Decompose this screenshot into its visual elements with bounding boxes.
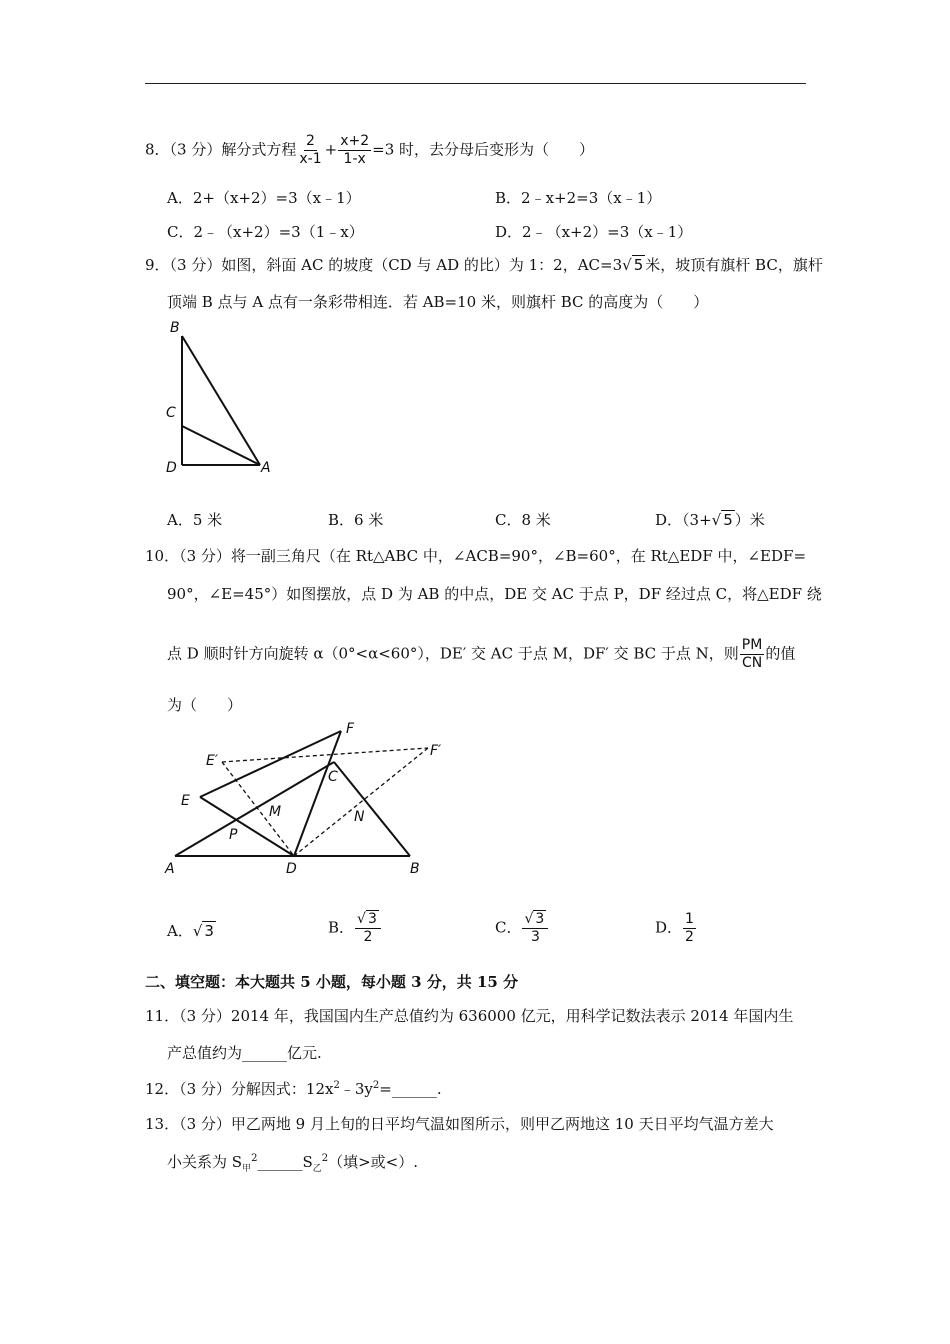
label-d: D: [286, 861, 297, 877]
question-9-stem-line1: [145, 254, 823, 275]
option-text: D．（3+: [655, 511, 712, 529]
subscript: 甲: [242, 1164, 252, 1174]
numerator: [355, 911, 381, 929]
question-9-stem-line2: 顶端 B 点与 A 点有一条彩带相连．若 AB=10 米，则旗杆 BC 的高度为（ ）: [167, 293, 709, 311]
option-text: ）米: [734, 511, 765, 529]
sqrt: √ 3: [192, 922, 214, 940]
option-letter: C．: [495, 918, 522, 937]
label-e: E: [181, 793, 190, 809]
denominator: 2: [685, 929, 694, 945]
question-13-stem-line1: [145, 1113, 774, 1134]
points: （3 分）: [179, 1007, 231, 1025]
exponent: 2: [321, 1153, 329, 1164]
segment-e1f1: [222, 748, 428, 762]
numerator: [522, 911, 548, 929]
q9-option-b: B．6 米: [328, 511, 384, 529]
label-a: A: [261, 460, 271, 476]
question-number: 9．: [145, 256, 170, 274]
subscript: 乙: [312, 1164, 322, 1174]
option-letter: A．: [167, 922, 193, 940]
numerator: 2: [306, 133, 315, 149]
label-c: C: [328, 769, 338, 785]
question-number: 8．: [145, 140, 170, 159]
q8-option-b: B．2﹣x+2=3（x﹣1）: [495, 189, 662, 207]
label-e-prime: E′: [206, 753, 219, 769]
stem-text: =3 时，去分母后变形为（ ）: [372, 140, 595, 159]
stem-text: 分解因式：12x: [230, 1080, 334, 1098]
fraction: [522, 911, 548, 946]
q8-option-c: C．2﹣（x+2）=3（1﹣x）: [167, 223, 364, 241]
q9-figure: [160, 318, 290, 480]
stem-text: 甲乙两地 9 月上旬的日平均气温如图所示，则甲乙两地这 10 天日平均气温方差大: [230, 1115, 774, 1133]
fraction: [338, 133, 371, 168]
points: （3 分）: [169, 140, 222, 159]
stem-text: 如图，斜面 AC 的坡度（CD 与 AD 的比）为 1：2，AC=3: [221, 256, 623, 274]
label-a: A: [165, 861, 175, 877]
sqrt: √ 5: [711, 511, 733, 529]
fraction: [297, 133, 323, 168]
segment-ac: [175, 762, 334, 856]
radicand: 3: [204, 922, 214, 940]
question-13-stem-line2: [167, 1151, 418, 1174]
question-11-stem-line1: [145, 1005, 793, 1026]
q8-option-a: A．2+（x+2）=3（x﹣1）: [167, 189, 361, 207]
plus-sign: +: [324, 140, 338, 159]
exponent: 2: [333, 1080, 340, 1091]
exponent: 2: [372, 1080, 380, 1091]
exponent: 2: [251, 1153, 258, 1164]
numerator: PM: [741, 637, 763, 653]
question-number: 10．: [145, 547, 180, 565]
q10-option-c: [495, 911, 549, 946]
sqrt: √ 3: [524, 911, 545, 927]
fraction: [683, 911, 696, 946]
stem-text: （填>或<）.: [328, 1153, 419, 1171]
label-d: D: [166, 460, 177, 476]
fraction: [355, 911, 381, 946]
question-10-stem-line1: [145, 545, 806, 566]
question-11-stem-line2: 产总值约为______亿元.: [167, 1044, 322, 1062]
label-b: B: [170, 320, 180, 336]
stem-text: 2014 年，我国国内生产总值约为 636000 亿元，用科学记数法表示 2014 年国内生: [230, 1007, 794, 1025]
denominator: x-1: [299, 151, 322, 167]
question-number: 13．: [145, 1115, 180, 1133]
header-rule: [145, 83, 806, 84]
radicand: 5: [633, 256, 644, 274]
option-letter: B．: [328, 918, 355, 937]
stem-text: 的值: [765, 644, 796, 663]
denominator: 3: [530, 929, 540, 945]
question-10-stem-line4: 为（ ）: [167, 696, 243, 714]
question-number: 12．: [145, 1080, 180, 1098]
radicand: 3: [367, 911, 377, 927]
q10-option-d: [655, 911, 697, 946]
segment-cb: [334, 762, 410, 856]
q9-option-a: A．5 米: [167, 511, 223, 529]
radicand: 3: [535, 911, 545, 927]
points: （3 分）: [179, 1115, 231, 1133]
question-number: 11．: [145, 1007, 180, 1025]
stem-text: 点 D 顺时针方向旋转 α（0°<α<60°），DE′ 交 AC 于点 M，DF′ 交 BC 于点 N，则: [167, 644, 739, 663]
q10-figure: [160, 715, 460, 885]
q10-option-b: [328, 911, 382, 946]
label-m: M: [269, 804, 282, 820]
denominator: 2: [363, 929, 373, 945]
q9-option-d: [655, 509, 765, 530]
label-f-prime: F′: [430, 743, 442, 759]
stem-text: 解分式方程: [221, 140, 297, 159]
stem-text: 小关系为 S: [167, 1153, 243, 1171]
section-heading: 二、填空题：本大题共 5 小题，每小题 3 分，共 15 分: [145, 973, 519, 991]
numerator: x+2: [340, 133, 370, 149]
label-p: P: [229, 827, 238, 843]
denominator: CN: [741, 655, 763, 671]
label-f: F: [346, 721, 355, 737]
radicand: 5: [723, 511, 733, 529]
points: （3 分）: [179, 1080, 231, 1098]
numerator: 1: [685, 911, 694, 927]
sqrt: √ 5: [622, 256, 644, 274]
q8-option-d: D．2﹣（x+2）=3（x﹣1）: [495, 223, 693, 241]
question-10-stem-line2: 90°，∠E=45°）如图摆放，点 D 为 AB 的中点，DE 交 AC 于点 P，DF 经过点 C，将△EDF 绕: [167, 585, 822, 603]
option-letter: D．: [655, 918, 683, 937]
stem-text: 将一副三角尺（在 Rt△ABC 中，∠ACB=90°，∠B=60°，在 Rt△EDF 中，∠EDF=: [230, 547, 807, 565]
fraction: [740, 637, 765, 672]
label-b: B: [410, 861, 420, 877]
question-8-stem: [145, 133, 594, 168]
question-10-stem-line3: [167, 637, 795, 672]
answer-blank: ______: [257, 1153, 303, 1171]
question-12-stem: [145, 1078, 442, 1099]
label-n: N: [354, 809, 365, 825]
points: （3 分）: [169, 256, 222, 274]
q9-option-c: C．8 米: [495, 511, 551, 529]
denominator: 1-x: [343, 151, 366, 167]
stem-text: S: [302, 1153, 313, 1171]
q10-option-a: [167, 920, 216, 941]
stem-text: 米，坡顶有旗杆 BC，旗杆: [645, 256, 823, 274]
points: （3 分）: [179, 547, 231, 565]
stem-text: =______.: [379, 1080, 442, 1098]
sqrt: √ 3: [357, 911, 377, 927]
label-c: C: [166, 405, 176, 421]
stem-text: ﹣3y: [339, 1080, 373, 1098]
